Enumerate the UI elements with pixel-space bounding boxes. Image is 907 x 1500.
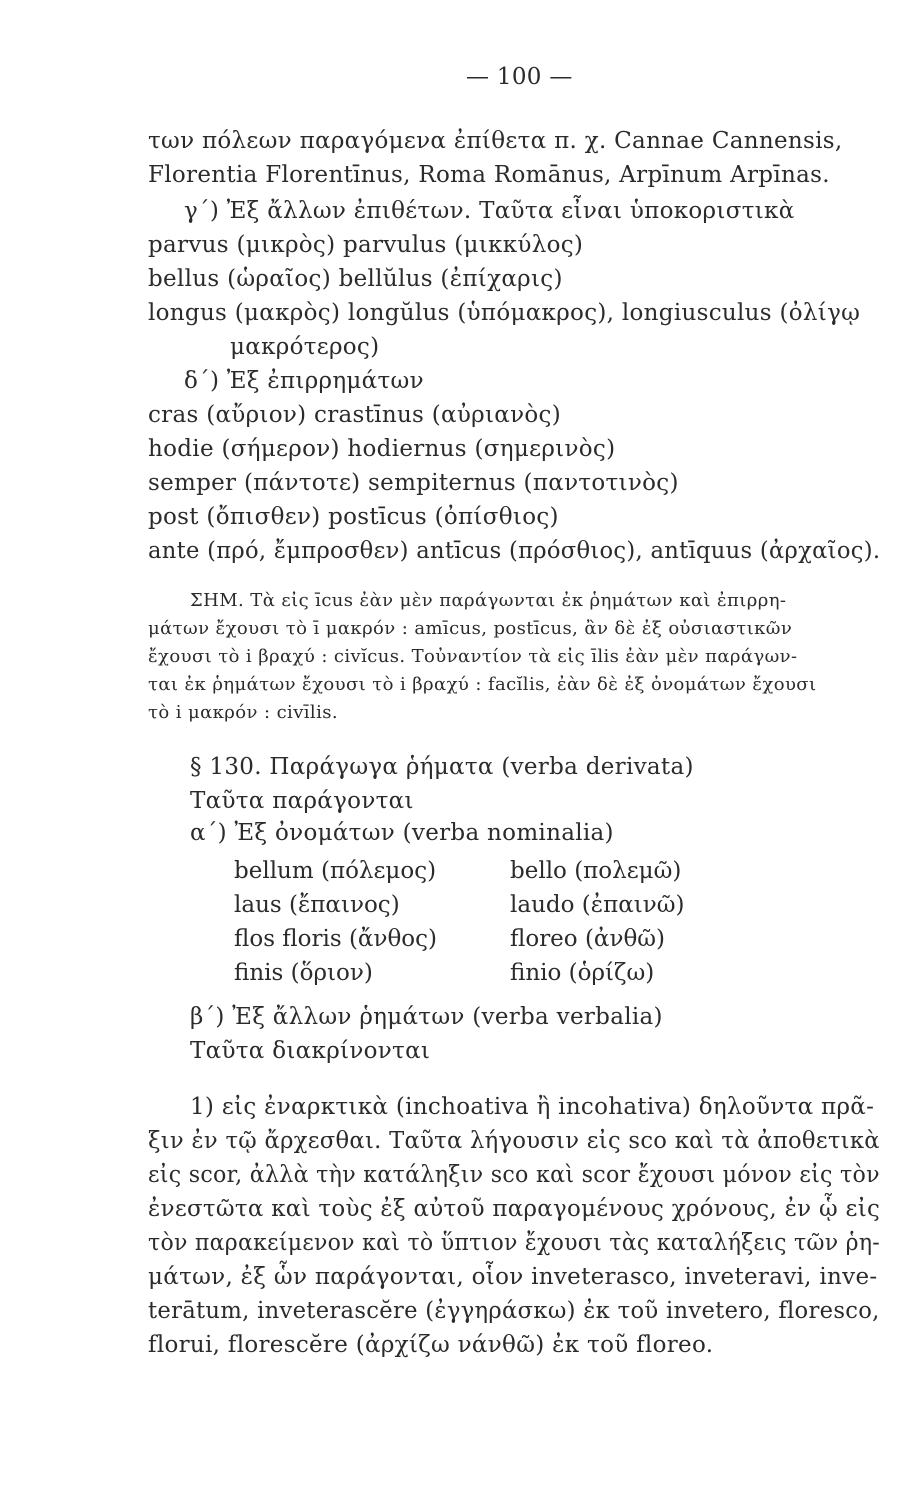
note-line: τὸ i μακρόν : civīlis. bbox=[148, 702, 339, 723]
table-cell-right: floreo (ἀνθῶ) bbox=[510, 926, 666, 952]
paragraph-line: μάτων, ἐξ ὧν παράγονται, οἷον inveterasco, inveteravi, inve- bbox=[148, 1264, 878, 1290]
text-line: γ΄) Ἐξ ἄλλων ἐπιθέτων. Ταῦτα εἶναι ὑποκοριστικὰ bbox=[184, 198, 795, 224]
paragraph-line: terātum, inveterascĕre (ἐγγηράσκω) ἐκ τοῦ invetero, floresco, bbox=[148, 1298, 880, 1324]
note-line: ΣΗΜ. Τὰ εἰς īcus ἐὰν μὲν παράγωνται ἐκ ῥημάτων καὶ ἐπιρρη- bbox=[190, 590, 787, 611]
text-line: των πόλεων παραγόμενα ἐπίθετα π. χ. Cannae Cannensis, bbox=[148, 128, 843, 154]
text-line: parvus (μικρὸς) parvulus (μικκύλος) bbox=[148, 232, 584, 258]
note-line: ται ἐκ ῥημάτων ἔχουσι τὸ i βραχύ : facĭlis, ἐὰν δὲ ἐξ ὀνομάτων ἔχουσι bbox=[148, 674, 817, 695]
text-line: Florentia Florentīnus, Roma Romānus, Arpīnum Arpīnas. bbox=[148, 162, 830, 188]
text-line: β΄) Ἐξ ἄλλων ῥημάτων (verba verbalia) bbox=[190, 1004, 663, 1030]
text-line: δ΄) Ἐξ ἐπιρρημάτων bbox=[184, 368, 424, 394]
paragraph-line: ξιν ἐν τῷ ἄρχεσθαι. Ταῦτα λήγουσιν εἰς sco καὶ τὰ ἀποθετικὰ bbox=[148, 1128, 880, 1154]
text-line: hodie (σήμερον) hodiernus (σημερινὸς) bbox=[148, 436, 616, 462]
text-line: bellus (ὡραῖος) bellŭlus (ἐπίχαρις) bbox=[148, 266, 563, 292]
text-line: Ταῦτα παράγονται bbox=[190, 788, 414, 814]
table-cell-right: laudo (ἐπαινῶ) bbox=[510, 892, 685, 918]
paragraph-line: ἐνεστῶτα καὶ τοὺς ἐξ αὐτοῦ παραγομένους χρόνους, ἐν ᾧ εἰς bbox=[148, 1196, 881, 1222]
table-cell-left: finis (ὅριον) bbox=[234, 960, 373, 986]
paragraph-line: τὸν παρακείμενον καὶ τὸ ὕπτιον ἔχουσι τὰς καταλήξεις τῶν ῥη- bbox=[148, 1230, 881, 1256]
text-line: μακρότερος) bbox=[230, 334, 380, 360]
page-number: — 100 — bbox=[466, 64, 573, 90]
table-cell-right: finio (ὁρίζω) bbox=[510, 960, 655, 986]
text-line: Ταῦτα διακρίνονται bbox=[190, 1038, 431, 1064]
note-line: ἔχουσι τὸ i βραχύ : civĭcus. Τοὐναντίον τὰ εἰς īlis ἐὰν μὲν παράγων- bbox=[148, 646, 798, 667]
paragraph-line: 1) εἰς ἐναρκτικὰ (inchoativa ἢ incohativa) δηλοῦντα πρᾶ- bbox=[190, 1094, 875, 1120]
table-cell-left: flos floris (ἄνθος) bbox=[234, 926, 437, 952]
table-cell-right: bello (πολεμῶ) bbox=[510, 858, 682, 884]
table-cell-left: laus (ἔπαινος) bbox=[234, 892, 400, 918]
paragraph-line: florui, florescĕre (ἀρχίζω νάνθῶ) ἐκ τοῦ floreo. bbox=[148, 1332, 714, 1358]
table-cell-left: bellum (πόλεμος) bbox=[234, 858, 437, 884]
text-line: semper (πάντοτε) sempiternus (παντοτινὸς) bbox=[148, 470, 679, 496]
text-line: longus (μακρὸς) longŭlus (ὑπόμακρος), longiusculus (ὀλίγῳ bbox=[148, 300, 861, 326]
text-line: ante (πρό, ἔμπροσθεν) antīcus (πρόσθιος), antīquus (ἀρχαῖος). bbox=[148, 538, 881, 564]
paragraph-line: εἰς scor, ἀλλὰ τὴν κατάληξιν sco καὶ scor ἔχουσι μόνον εἰς τὸν bbox=[148, 1162, 880, 1188]
section-heading: § 130. Παράγωγα ῥήματα (verba derivata) bbox=[190, 754, 694, 780]
text-line: cras (αὔριον) crastīnus (αὐριανὸς) bbox=[148, 402, 562, 428]
note-line: μάτων ἔχουσι τὸ ī μακρόν : amīcus, postīcus, ἂν δὲ ἐξ οὐσιαστικῶν bbox=[148, 618, 793, 639]
text-line: post (ὄπισθεν) postīcus (ὀπίσθιος) bbox=[148, 504, 559, 530]
text-line: α΄) Ἐξ ὀνομάτων (verba nominalia) bbox=[190, 820, 614, 846]
